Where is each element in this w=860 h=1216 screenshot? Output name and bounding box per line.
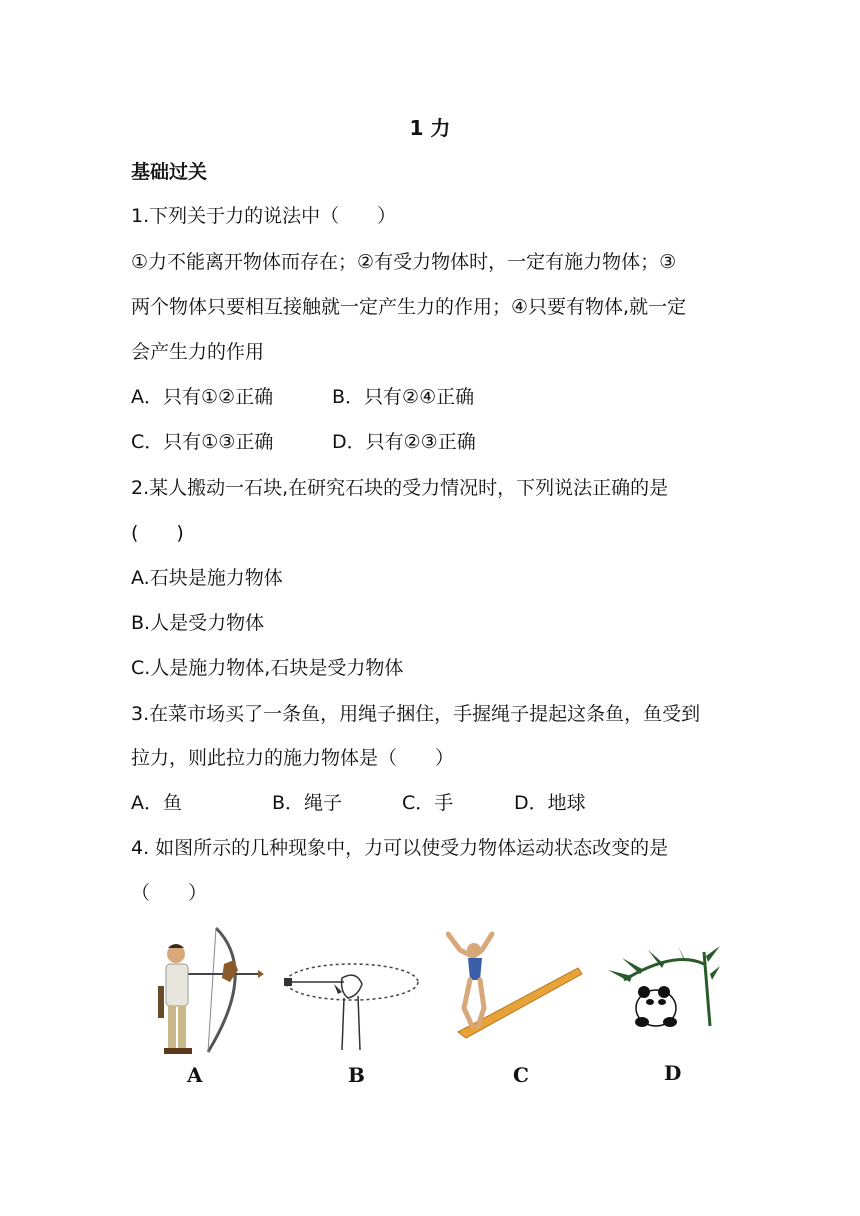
q1-statement-line-3: 会产生力的作用: [131, 341, 265, 363]
q1-statement-line-1: ①力不能离开物体而存在；②有受力物体时，一定有施力物体；③: [131, 251, 677, 273]
q1-statement-line-2: 两个物体只要相互接触就一定产生力的作用；④只要有物体,就一定: [131, 296, 687, 318]
q1-stem: 1.下列关于力的说法中（ ）: [131, 205, 397, 227]
q4-stem-cont: （ ）: [131, 882, 208, 904]
q2-stem-cont: ( ): [131, 522, 184, 544]
q4-stem: 4. 如图所示的几种现象中，力可以使受力物体运动状态改变的是: [131, 837, 669, 859]
figure-d-panda-bamboo: [604, 944, 720, 1036]
q3-option-d: D．地球: [514, 792, 586, 814]
q1-option-b: B．只有②④正确: [332, 386, 475, 408]
section-heading: 基础过关: [131, 161, 208, 183]
figure-a-archer: [148, 920, 266, 1060]
figure-d-label: D: [664, 1061, 682, 1085]
figure-b-circular-motion: [282, 940, 422, 1056]
figure-c-label: C: [513, 1063, 529, 1087]
figure-c-springboard: [446, 928, 586, 1040]
q2-stem: 2.某人搬动一石块,在研究石块的受力情况时，下列说法正确的是: [131, 477, 669, 499]
q3-stem-cont: 拉力，则此拉力的施力物体是（ ）: [131, 747, 455, 769]
q3-option-b: B．绳子: [272, 792, 343, 814]
q2-option-a: A.石块是施力物体: [131, 567, 283, 589]
q1-option-d: D．只有②③正确: [332, 431, 476, 453]
q1-option-a: A．只有①②正确: [131, 386, 274, 408]
q3-option-c: C．手: [402, 792, 454, 814]
figure-b-label: B: [348, 1063, 365, 1087]
q2-option-c: C.人是施力物体,石块是受力物体: [131, 657, 404, 679]
page-title: 1 力: [409, 116, 451, 140]
q3-stem: 3.在菜市场买了一条鱼，用绳子捆住，手握绳子提起这条鱼，鱼受到: [131, 703, 701, 725]
q2-option-b: B.人是受力物体: [131, 612, 265, 634]
figure-a-label: A: [187, 1063, 203, 1087]
q3-option-a: A．鱼: [131, 792, 182, 814]
q1-option-c: C．只有①③正确: [131, 431, 274, 453]
